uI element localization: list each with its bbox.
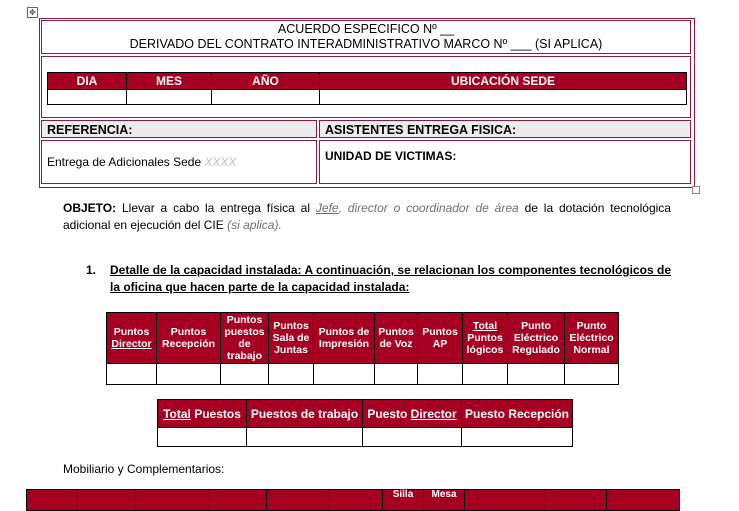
referencia-label: REFERENCIA: <box>41 120 317 138</box>
puestos-table <box>157 399 573 447</box>
table-cell[interactable] <box>363 428 462 447</box>
year-cell[interactable] <box>212 90 320 105</box>
table-cell[interactable] <box>221 364 269 385</box>
header-puesto-recepcion: Puesto Recepción <box>462 400 573 428</box>
header-punto-electrico-normal: Punto Eléctrico Normal <box>565 313 619 364</box>
asistentes-label: ASISTENTES ENTREGA FISICA: <box>319 120 691 138</box>
day-header: DIA <box>48 73 127 90</box>
location-header: UBICACIÓN SEDE <box>320 73 687 90</box>
header-puntos-director: Puntos Director <box>107 313 157 364</box>
table-cell[interactable] <box>565 364 619 385</box>
day-cell[interactable] <box>48 90 127 105</box>
header-silla: Silla <box>383 490 424 511</box>
title-line-1: ACUERDO ESPECIFICO Nº __ <box>277 22 455 36</box>
header-total-puestos: Total Puestos <box>158 400 247 428</box>
month-header: MES <box>127 73 212 90</box>
table-cell[interactable] <box>247 428 363 447</box>
capacity-table <box>106 312 619 385</box>
table-cell[interactable] <box>269 364 314 385</box>
header-puntos-voz: Puntos de Voz <box>375 313 418 364</box>
header-mesa: Mesa <box>424 490 465 511</box>
header-puntos-ap: Puntos AP <box>418 313 463 364</box>
table-cell[interactable] <box>314 364 375 385</box>
header-puesto-director: Puesto Director <box>363 400 462 428</box>
header-puntos-sala: Puntos Sala de Juntas <box>269 313 314 364</box>
objeto-text-a: Llevar a cabo la entrega física al <box>122 201 311 215</box>
objeto-text-d: (si aplica). <box>227 218 282 232</box>
month-cell[interactable] <box>127 90 212 105</box>
table-header <box>78 490 136 511</box>
mobiliario-label: Mobiliario y Complementarios: <box>63 462 225 476</box>
table-cell[interactable] <box>375 364 418 385</box>
table-cell[interactable] <box>158 428 247 447</box>
table-move-handle[interactable]: ✥ <box>27 7 38 18</box>
table-cell[interactable] <box>508 364 565 385</box>
table-header <box>330 490 383 511</box>
table-cell[interactable] <box>107 364 157 385</box>
header-puestos-trabajo: Puestos de trabajo <box>247 400 363 428</box>
header-puntos-impresion: Puntos de Impresión <box>314 313 375 364</box>
table-header <box>267 490 330 511</box>
header-puntos-trabajo: Puntos puestos de trabajo <box>221 313 269 364</box>
table-header <box>27 490 78 511</box>
objeto-jefe: Jefe <box>315 201 339 215</box>
table-cell[interactable] <box>463 364 508 385</box>
asistentes-value[interactable]: UNIDAD DE VICTIMAS: <box>319 140 691 184</box>
sede-placeholder: XXXX <box>204 155 237 169</box>
header-punto-electrico-regulado: Punto Eléctrico Regulado <box>508 313 565 364</box>
table-header <box>210 490 267 511</box>
document-title <box>41 20 691 54</box>
section-1-text: Detalle de la capacidad instalada: A continuación, se relacionan los componentes tecnológicos de la oficina que hacen parte de la capacidad instalada: <box>110 263 671 294</box>
section-1-number: 1. <box>86 263 97 277</box>
referencia-text: Entrega de Adicionales Sede <box>47 155 202 169</box>
referencia-value[interactable] <box>41 140 317 184</box>
table-header <box>465 490 546 511</box>
title-line-2: DERIVADO DEL CONTRATO INTERADMINISTRATIVO MARCO Nº ___ (SI APLICA) <box>129 37 603 51</box>
table-cell[interactable] <box>157 364 221 385</box>
table-header <box>136 490 210 511</box>
objeto-paragraph <box>63 200 671 234</box>
objeto-text-b: , director o coordinador de área <box>338 201 519 215</box>
table-resize-handle[interactable] <box>692 186 700 194</box>
objeto-text-c: de la dotación tecnológica adicional en ejecución del CIE <box>63 201 671 232</box>
location-cell[interactable] <box>320 90 687 105</box>
year-header: AÑO <box>212 73 320 90</box>
header-puntos-recepcion: Puntos Recepción <box>157 313 221 364</box>
table-cell[interactable] <box>418 364 463 385</box>
table-cell[interactable] <box>462 428 573 447</box>
header-total-puntos-logicos: Total Puntos lógicos <box>463 313 508 364</box>
section-1-heading <box>86 262 671 296</box>
date-location-table <box>47 72 687 105</box>
table-header <box>607 490 680 511</box>
mobiliario-table <box>26 489 680 511</box>
table-header <box>546 490 607 511</box>
objeto-label: OBJETO: <box>63 201 117 215</box>
